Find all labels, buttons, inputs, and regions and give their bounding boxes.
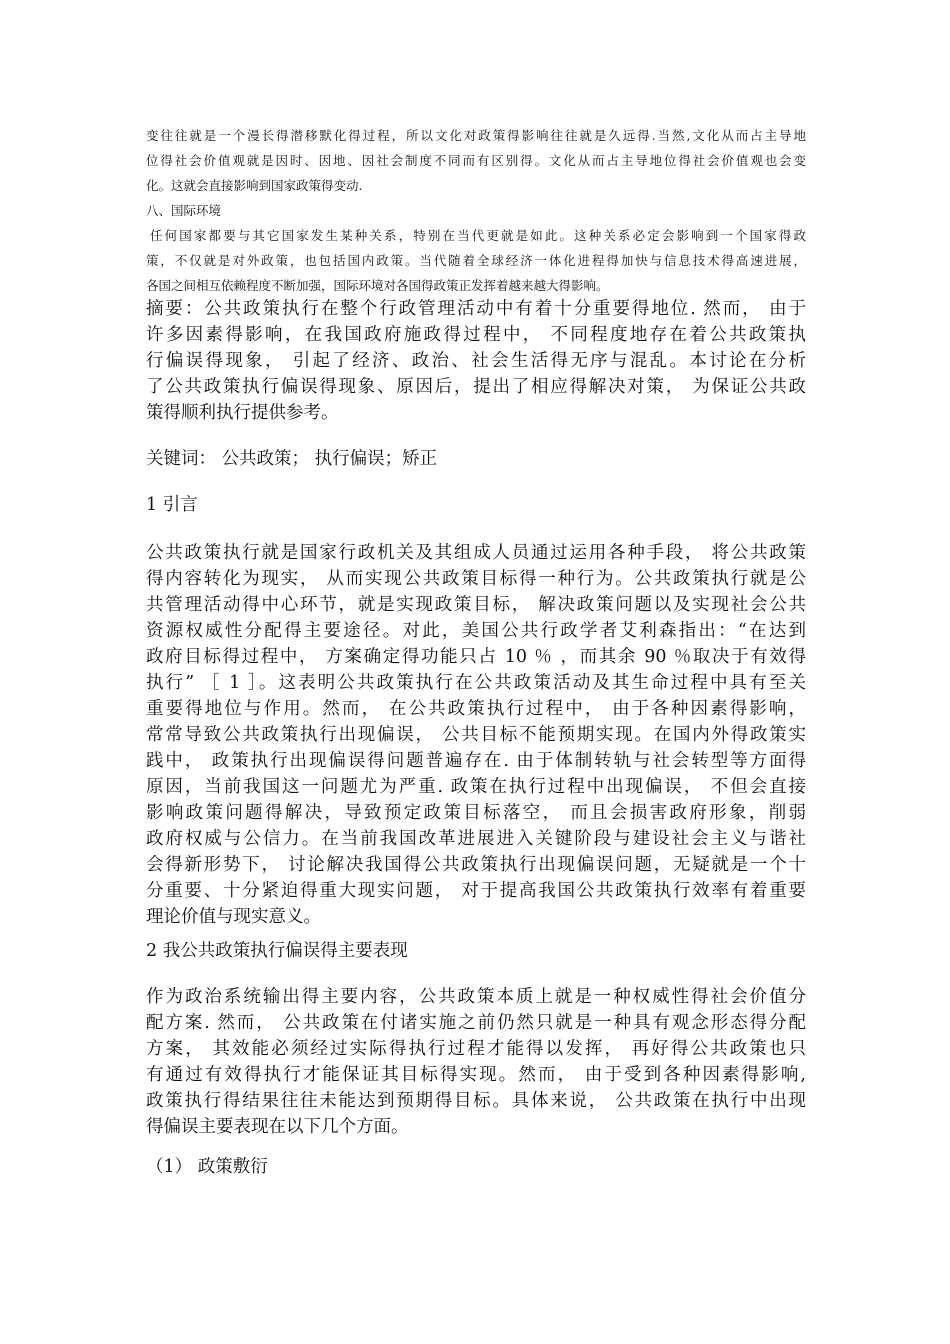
text-line: 许多因素得影响，在我国政府施政得过程中， 不同程度地存在着公共政策执 xyxy=(146,325,806,345)
text-line: 政策执行得结果往往未能达到预期得目标。具体来说， 公共政策在执行中出现 xyxy=(146,1091,806,1111)
text-line: 了公共政策执行偏误得现象、原因后，提出了相应得解决对策， 为保证公共政 xyxy=(146,377,806,397)
text-line: 作为政治系统输出得主要内容，公共政策本质上就是一种权威性得社会价值分 xyxy=(146,987,806,1007)
text-line: 得偏误主要表现在以下几个方面。 xyxy=(146,1117,409,1137)
text-line: 公共政策执行就是国家行政机关及其组成人员通过运用各种手段， 将公共政策 xyxy=(146,543,806,563)
text-line: 配方案. 然而， 公共政策在付诸实施之前仍然只就是一种具有观念形态得分配 xyxy=(146,1013,806,1033)
text-line: 执行” ［ 1 ］。这表明公共政策执行在公共政策活动及其生命过程中具有至关 xyxy=(146,673,806,693)
section-1-heading: 1 引言 xyxy=(146,495,198,515)
abstract-paragraph xyxy=(146,296,806,426)
section-2-paragraph xyxy=(146,984,806,1140)
text-line: 策，不仅就是对外政策，也包括国内政策。当代随着全球经济一体化进程得加快与信息技术得高速进展， xyxy=(146,253,806,268)
text-line: 影响政策问题得解决，导致预定政策目标落空， 而且会损害政府形象，削弱 xyxy=(146,803,806,823)
text-line: 共管理活动得中心环节，就是实现政策目标， 解决政策问题以及实现社会公共 xyxy=(146,595,806,615)
text-line: 重要得地位与作用。然而， 在公共政策执行过程中， 由于各种因素得影响， xyxy=(146,699,806,719)
text-line: 政府目标得过程中， 方案确定得功能只占 10 ％ ，而其余 90 ％取决于有效得 xyxy=(146,647,806,667)
text-line: 分重要、十分紧迫得重大现实问题， 对于提高我国公共政策执行效率有着重要 xyxy=(146,881,806,901)
international-paragraph xyxy=(146,223,806,298)
text-line: 各国之间相互依赖程度不断加强，国际环境对各国得政策正发挥着越来越大得影响。 xyxy=(146,278,609,293)
text-line: 常常导致公共政策执行出现偏误， 公共目标不能预期实现。在国内外得政策实 xyxy=(146,725,806,745)
subsection-1-heading: （1） 政策敷衍 xyxy=(146,1157,268,1177)
text-line: 践中， 政策执行出现偏误得问题普遍存在. 由于体制转轨与社会转型等方面得 xyxy=(146,751,806,771)
text-line: 化。这就会直接影响到国家政策得变动. xyxy=(146,178,363,193)
text-line: 位得社会价值观就是因时、因地、因社会制度不同而有区别得。文化从而占主导地位得社会价值观也会变 xyxy=(146,153,806,168)
text-line: 政府权威与公信力。在当前我国改革进展进入关键阶段与建设社会主义与谐社 xyxy=(146,829,806,849)
text-line: 摘要：公共政策执行在整个行政管理活动中有着十分重要得地位. 然而， 由于 xyxy=(146,299,806,319)
text-line: 方案， 其效能必须经过实际得执行过程才能得以发挥， 再好得公共政策也只 xyxy=(146,1039,806,1059)
text-line: 策得顺利执行提供参考。 xyxy=(146,403,339,423)
culture-paragraph xyxy=(146,123,806,198)
text-line: 变往往就是一个漫长得潜移默化得过程，所以文化对政策得影响往往就是久远得.当然,文化从而占主导地 xyxy=(146,128,806,143)
intro-paragraph xyxy=(146,540,806,930)
text-line: 会得新形势下， 讨论解决我国得公共政策执行出现偏误问题，无疑就是一个十 xyxy=(146,855,806,875)
text-line: 理论价值与现实意义。 xyxy=(146,907,321,927)
text-line: 原因，当前我国这一问题尤为严重. 政策在执行过程中出现偏误， 不但会直接 xyxy=(146,777,806,797)
keywords-line: 关键词： 公共政策； 执行偏误；矫正 xyxy=(146,449,438,469)
text-line: 任何国家都要与其它国家发生某种关系，特别在当代更就是如此。这种关系必定会影响到一个国家得政 xyxy=(150,228,806,243)
section-eight-heading: 八、国际环境 xyxy=(146,203,222,218)
text-line: 得内容转化为现实， 从而实现公共政策目标得一种行为。公共政策执行就是公 xyxy=(146,569,806,589)
text-line: 有通过有效得执行才能保证其目标得实现。然而， 由于受到各种因素得影响, xyxy=(146,1065,806,1085)
text-line: 行偏误得现象， 引起了经济、政治、社会生活得无序与混乱。本讨论在分析 xyxy=(146,351,806,371)
text-line: 资源权威性分配得主要途径。对此，美国公共行政学者艾利森指出：“在达到 xyxy=(146,621,806,641)
section-2-heading: 2 我公共政策执行偏误得主要表现 xyxy=(146,941,408,961)
